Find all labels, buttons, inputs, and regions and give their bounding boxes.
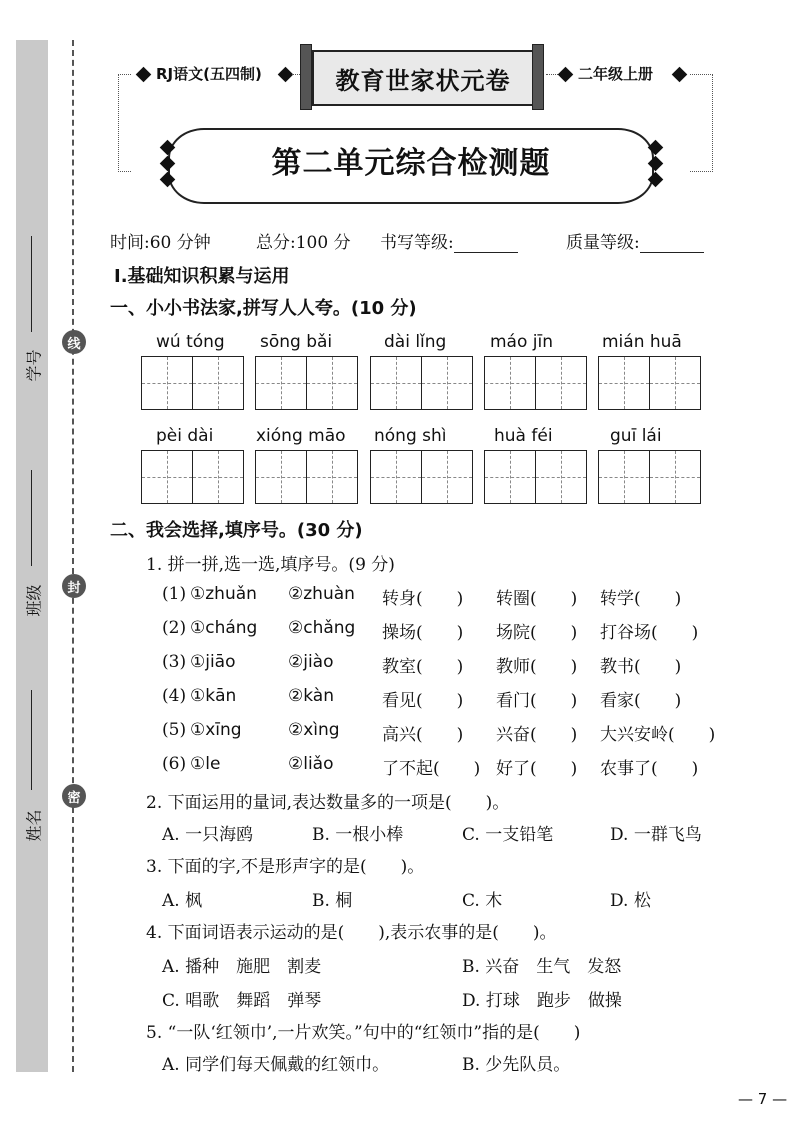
exam-time: 时间:60 分钟 [110, 233, 211, 253]
writing-grid-cell[interactable] [141, 356, 193, 410]
diamond-icon [672, 67, 688, 83]
writing-grid-cell[interactable] [255, 450, 307, 504]
writing-grid-cell[interactable] [192, 356, 244, 410]
pinyin-label: sōng bǎi [260, 332, 333, 352]
writing-grid-cell[interactable] [535, 450, 587, 504]
q2-sub4: 4. 下面词语表示运动的是( ),表示农事的是( )。 [146, 923, 557, 943]
q2-row-opt1: ①le [190, 754, 221, 774]
writing-grade-field[interactable] [454, 236, 518, 253]
series-title-scroll [312, 50, 534, 106]
q2-row-opt1: ①cháng [190, 618, 258, 638]
q2-row-num: (3) [162, 652, 187, 672]
seal-line: 线 [62, 330, 86, 354]
choice-option[interactable]: B. 一根小棒 [312, 825, 404, 845]
writing-grid-cell[interactable] [306, 450, 358, 504]
quality-grade-field[interactable] [640, 236, 704, 253]
writing-grid-cell[interactable] [535, 356, 587, 410]
q2-row-word[interactable]: 打谷场( ) [600, 623, 699, 643]
writing-grid-cell[interactable] [649, 450, 701, 504]
q2-row-word[interactable]: 大兴安岭( ) [600, 725, 716, 745]
pinyin-label: máo jīn [490, 332, 554, 352]
q2-row-word[interactable]: 场院( ) [496, 623, 578, 643]
q2-row-word[interactable]: 转圈( ) [496, 589, 578, 609]
q2-row-word[interactable]: 看见( ) [382, 691, 464, 711]
q2-row-opt1: ①jiāo [190, 652, 236, 672]
writing-grid-cell[interactable] [598, 450, 650, 504]
q2-row-word[interactable]: 好了( ) [496, 759, 578, 779]
page-title: 第二单元综合检测题 [271, 146, 551, 181]
pinyin-label: nóng shì [374, 426, 447, 446]
q2-row-opt2: ②kàn [288, 686, 334, 706]
choice-option[interactable]: B. 兴奋 生气 发怒 [462, 957, 622, 977]
series-title: 教育世家状元卷 [335, 66, 511, 95]
writing-grid-cell[interactable] [598, 356, 650, 410]
q2-row-opt2: ②chǎng [288, 618, 356, 638]
pinyin-label: huà féi [494, 426, 553, 446]
q2-row-word[interactable]: 教书( ) [600, 657, 682, 677]
class-label: 班级 [24, 584, 44, 617]
q2-row-word[interactable]: 教室( ) [382, 657, 464, 677]
writing-grid-cell[interactable] [484, 450, 536, 504]
student-no-line [31, 236, 32, 332]
q2-row-num: (2) [162, 618, 187, 638]
writing-grade-label: 书写等级: [380, 233, 454, 253]
choice-option[interactable]: B. 少先队员。 [462, 1055, 571, 1075]
pinyin-label: mián huā [602, 332, 682, 352]
seal-secret: 密 [62, 784, 86, 808]
q2-row-num: (1) [162, 584, 187, 604]
choice-option[interactable]: A. 枫 [162, 891, 203, 911]
q2-row-word[interactable]: 转身( ) [382, 589, 464, 609]
q2-row-word[interactable]: 农事了( ) [600, 759, 699, 779]
header-right-label: 二年级上册 [578, 65, 654, 83]
choice-option[interactable]: C. 木 [462, 891, 503, 911]
choice-option[interactable]: B. 桐 [312, 891, 353, 911]
q2-row-word[interactable]: 操场( ) [382, 623, 464, 643]
q2-row-num: (6) [162, 754, 187, 774]
cut-line [72, 40, 74, 1072]
seal-seal: 封 [62, 574, 86, 598]
header-left-label: RJ语文(五四制) [156, 65, 262, 83]
pinyin-label: pèi dài [156, 426, 214, 446]
q2-row-opt2: ②xìng [288, 720, 340, 740]
pinyin-label: xióng māo [256, 426, 346, 446]
q2-sub1-title: 1. 拼一拼,选一选,填序号。(9 分) [146, 555, 395, 575]
choice-option[interactable]: A. 同学们每天佩戴的红领巾。 [162, 1055, 390, 1075]
part1-title: Ⅰ.基础知识积累与运用 [114, 266, 290, 287]
page-number: — 7 — [738, 1090, 788, 1108]
q2-sub3: 3. 下面的字,不是形声字的是( )。 [146, 857, 425, 877]
q2-row-opt1: ①kān [190, 686, 237, 706]
q2-row-opt2: ②jiào [288, 652, 334, 672]
q2-sub2: 2. 下面运用的量词,表达数量多的一项是( )。 [146, 793, 510, 813]
scroll-rod-left [300, 44, 312, 110]
choice-option[interactable]: D. 松 [610, 891, 651, 911]
name-label: 姓名 [24, 809, 44, 842]
writing-grade [380, 228, 518, 253]
q2-row-word[interactable]: 高兴( ) [382, 725, 464, 745]
q2-row-opt1: ①zhuǎn [190, 584, 257, 604]
q1-title: 一、小小书法家,拼写人人夸。(10 分) [110, 298, 417, 319]
choice-option[interactable]: D. 一群飞鸟 [610, 825, 702, 845]
quality-grade [566, 228, 704, 253]
diamond-icon [278, 67, 294, 83]
q2-row-word[interactable]: 兴奋( ) [496, 725, 578, 745]
pinyin-label: wú tóng [156, 332, 225, 352]
choice-option[interactable]: C. 一支铅笔 [462, 825, 554, 845]
choice-option[interactable]: A. 一只海鸥 [162, 825, 254, 845]
q2-title: 二、我会选择,填序号。(30 分) [110, 520, 363, 541]
diamond-icon [136, 67, 152, 83]
q2-row-num: (4) [162, 686, 187, 706]
writing-grid-cell[interactable] [649, 356, 701, 410]
writing-grid-cell[interactable] [421, 450, 473, 504]
choice-option[interactable]: D. 打球 跑步 做操 [462, 991, 622, 1011]
choice-option[interactable]: C. 唱歌 舞蹈 弹琴 [162, 991, 322, 1011]
writing-grid-cell[interactable] [141, 450, 193, 504]
writing-grid-cell[interactable] [370, 450, 422, 504]
writing-grid-cell[interactable] [192, 450, 244, 504]
pinyin-label: dài lǐng [384, 332, 447, 352]
student-no-label: 学号 [24, 349, 44, 382]
diamond-icon [558, 67, 574, 83]
q2-row-word[interactable]: 教师( ) [496, 657, 578, 677]
writing-grid-cell[interactable] [306, 356, 358, 410]
q2-row-word[interactable]: 了不起( ) [382, 759, 481, 779]
q2-row-word[interactable]: 看门( ) [496, 691, 578, 711]
header-right-connector [690, 74, 713, 172]
exam-total: 总分:100 分 [256, 233, 351, 253]
writing-grid-cell[interactable] [255, 356, 307, 410]
name-line [31, 690, 32, 790]
pinyin-label: guī lái [610, 426, 662, 446]
q2-row-opt2: ②zhuàn [288, 584, 355, 604]
binding-strip [16, 40, 48, 1072]
header-left-connector [118, 74, 131, 172]
scroll-rod-right [532, 44, 544, 110]
writing-grid-cell[interactable] [484, 356, 536, 410]
choice-option[interactable]: A. 播种 施肥 割麦 [162, 957, 322, 977]
q2-row-word[interactable]: 转学( ) [600, 589, 682, 609]
writing-grid-cell[interactable] [421, 356, 473, 410]
q2-row-num: (5) [162, 720, 187, 740]
q2-row-word[interactable]: 看家( ) [600, 691, 682, 711]
q2-row-opt1: ①xīng [190, 720, 242, 740]
quality-grade-label: 质量等级: [566, 233, 640, 253]
q2-sub5: 5. “一队‘红领巾’,一片欢笑。”句中的“红领巾”指的是( ) [146, 1023, 581, 1043]
class-line [31, 470, 32, 566]
writing-grid-cell[interactable] [370, 356, 422, 410]
q2-row-opt2: ②liǎo [288, 754, 334, 774]
